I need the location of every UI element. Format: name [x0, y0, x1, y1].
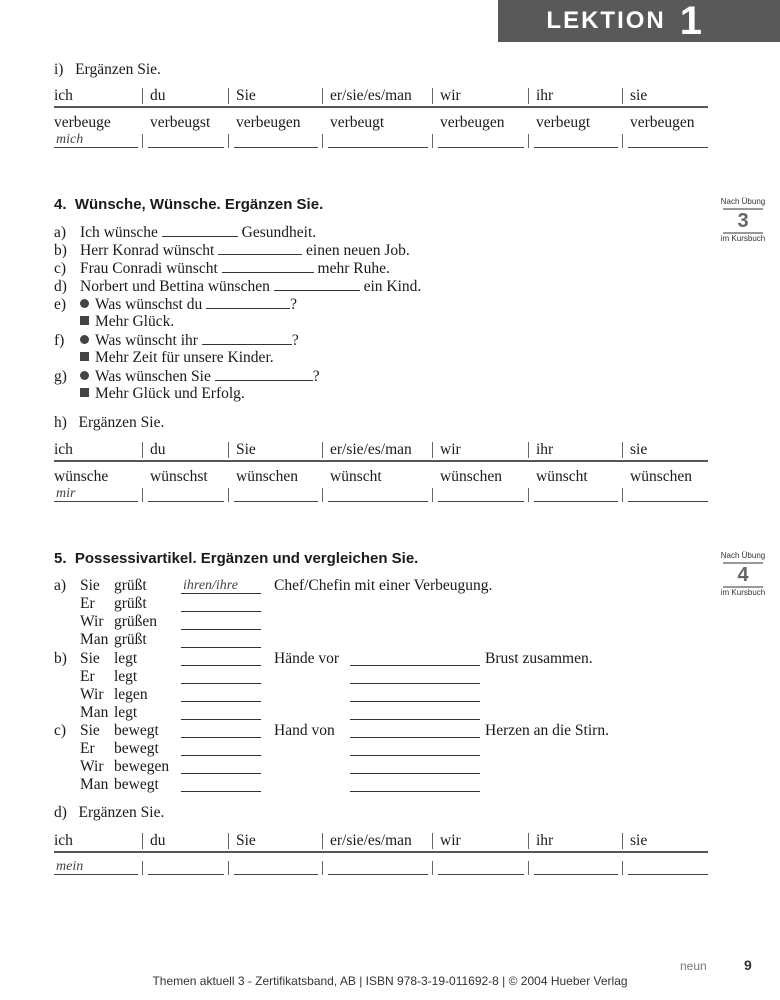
handwritten-answer: mich — [56, 132, 84, 147]
margin-note-ex5 — [717, 551, 769, 597]
ex4-dialog-g-answer: Mehr Glück und Erfolg. — [80, 385, 245, 403]
answer-blank[interactable] — [181, 611, 261, 612]
ex4-dialog-f-answer: Mehr Zeit für unsere Kinder. — [80, 349, 274, 367]
answer-blank[interactable] — [181, 593, 261, 594]
table-form-cell: wünschst — [150, 468, 208, 485]
ex4-dialog-e-answer: Mehr Glück. — [80, 313, 174, 331]
lektion-number: 1 — [679, 0, 702, 43]
ex5-b-label: b) — [54, 650, 67, 667]
table-form-cell: wünscht — [536, 468, 588, 485]
exercise-5-heading — [54, 550, 418, 568]
table-header-cell: ich — [54, 832, 73, 849]
answer-blank[interactable] — [350, 791, 480, 792]
answer-blank[interactable] — [162, 223, 238, 237]
answer-blank[interactable] — [350, 755, 480, 756]
table-header-cell: wir — [440, 832, 461, 849]
verb: legt — [114, 650, 138, 667]
square-bullet-icon — [80, 352, 89, 361]
verb: legt — [114, 668, 138, 685]
answer-blank[interactable] — [350, 665, 480, 666]
ex4-item-d: d) Norbert und Bettina wünschen ein Kind. — [54, 278, 422, 295]
pronoun: Sie — [80, 650, 100, 667]
table-header-cell: ihr — [536, 87, 554, 104]
handwritten-answer: mir — [56, 486, 76, 501]
verb: bewegt — [114, 740, 159, 757]
answer-blank[interactable] — [328, 874, 428, 875]
verb: legen — [114, 686, 148, 703]
conjugation-table-i — [54, 86, 708, 146]
table-header-cell: er/sie/es/man — [330, 87, 412, 104]
table-form-cell: verbeugen — [440, 114, 505, 131]
ex4-item-c: c) Frau Conradi wünscht mehr Ruhe. — [54, 260, 390, 277]
margin-note-top: Nach Übung — [720, 551, 766, 560]
answer-blank[interactable] — [54, 147, 138, 148]
pronoun: Man — [80, 704, 109, 721]
answer-blank[interactable] — [215, 367, 313, 381]
table-header-cell: Sie — [236, 441, 256, 458]
ex5-c-label: c) — [54, 722, 67, 739]
verb: bewegen — [114, 758, 170, 775]
table-form-cell: verbeuge — [54, 114, 111, 131]
margin-note-ex4 — [717, 197, 769, 243]
table-header-cell: er/sie/es/man — [330, 832, 412, 849]
table-header-cell: ihr — [536, 441, 554, 458]
footer-credit: Themen aktuell 3 - Zertifikatsband, AB | ISBN 978-3-19-011692-8 | © 2004 Hueber Verlag — [152, 974, 628, 988]
part-d-label: d) — [54, 804, 67, 821]
verb: bewegt — [114, 722, 159, 739]
answer-blank[interactable] — [350, 683, 480, 684]
table-form-cell: wünschen — [630, 468, 692, 485]
answer-blank[interactable] — [328, 501, 428, 502]
lektion-word: LEKTION — [546, 7, 666, 34]
answer-blank[interactable] — [181, 773, 261, 774]
exercise-4-number: 4. — [54, 196, 67, 213]
table-header-cell: Sie — [236, 87, 256, 104]
square-bullet-icon — [80, 388, 89, 397]
answer-blank[interactable] — [328, 147, 428, 148]
answer-blank[interactable] — [274, 277, 360, 291]
square-bullet-icon — [80, 316, 89, 325]
answer-blank[interactable] — [234, 501, 318, 502]
table-header-cell: du — [150, 832, 166, 849]
table-header-cell: wir — [440, 441, 461, 458]
answer-blank[interactable] — [234, 874, 318, 875]
table-header-cell: sie — [630, 441, 648, 458]
pronoun: Man — [80, 631, 109, 648]
answer-blank[interactable] — [181, 791, 261, 792]
answer-blank[interactable] — [222, 259, 314, 273]
table-form-cell: verbeugen — [236, 114, 301, 131]
answer-blank[interactable] — [438, 501, 524, 502]
table-form-cell: wünschen — [236, 468, 298, 485]
answer-blank[interactable] — [181, 647, 261, 648]
answer-blank[interactable] — [54, 501, 138, 502]
answer-blank[interactable] — [534, 874, 618, 875]
part-h-instruction: Ergänzen Sie. — [78, 414, 165, 431]
answer-blank[interactable] — [181, 737, 261, 738]
ex5-a-label: a) — [54, 577, 67, 594]
answer-blank[interactable] — [54, 874, 138, 875]
page-word: neun — [680, 959, 707, 973]
exercise-4-heading — [54, 196, 323, 214]
answer-blank[interactable] — [181, 665, 261, 666]
answer-blank[interactable] — [148, 501, 224, 502]
part-h-label: h) — [54, 414, 67, 431]
margin-note-bottom: im Kursbuch — [720, 234, 766, 243]
answer-blank[interactable] — [350, 719, 480, 720]
answer-blank[interactable] — [628, 147, 708, 148]
table-header-cell: ihr — [536, 832, 554, 849]
part-i-label: i) — [54, 61, 64, 78]
circle-bullet-icon — [80, 299, 89, 308]
table-header-cell: Sie — [236, 832, 256, 849]
verb: legt — [114, 704, 138, 721]
pronoun: Man — [80, 776, 109, 793]
pronoun: Er — [80, 668, 95, 685]
margin-note-top: Nach Übung — [720, 197, 766, 206]
part-h-instruction-line — [54, 414, 164, 432]
part-i-instruction: Ergänzen Sie. — [75, 61, 161, 78]
ex5-c-rest: Herzen an die Stirn. — [485, 722, 609, 739]
pronoun: Wir — [80, 613, 104, 630]
margin-note-bottom: im Kursbuch — [720, 588, 766, 597]
margin-note-number: 3 — [737, 210, 749, 232]
verb: grüßt — [114, 577, 147, 594]
circle-bullet-icon — [80, 371, 89, 380]
margin-note-number: 4 — [737, 564, 749, 586]
answer-blank[interactable] — [350, 701, 480, 702]
table-form-cell: verbeugt — [330, 114, 385, 131]
exercise-5-title: Possessivartikel. Ergänzen und vergleichen Sie. — [74, 550, 419, 567]
answer-blank[interactable] — [534, 147, 618, 148]
exercise-4-title: Wünsche, Wünsche. Ergänzen Sie. — [74, 196, 324, 213]
answer-blank[interactable] — [181, 719, 261, 720]
conjugation-table-h — [54, 440, 708, 500]
ex5-a-rest: Chef/Chefin mit einer Verbeugung. — [274, 577, 493, 594]
ex4-dialog-e-question: e) Was wünschst du ? — [54, 296, 298, 313]
verb: grüßen — [114, 613, 158, 630]
answer-blank[interactable] — [202, 331, 292, 345]
table-header-cell: du — [150, 87, 166, 104]
answer-blank[interactable] — [181, 755, 261, 756]
table-form-cell: verbeugt — [536, 114, 591, 131]
lektion-header — [498, 0, 780, 42]
page-number: 9 — [744, 957, 752, 973]
verb: bewegt — [114, 776, 159, 793]
ex5-b-rest: Brust zusammen. — [485, 650, 593, 667]
part-i-instruction-line — [54, 61, 161, 79]
answer-blank[interactable] — [206, 295, 290, 309]
pronoun: Wir — [80, 686, 104, 703]
part-d-instruction-line — [54, 804, 164, 822]
table-form-cell: wünschen — [440, 468, 502, 485]
verb: grüßt — [114, 631, 147, 648]
handwritten-answer: ihren/ihre — [183, 578, 238, 593]
circle-bullet-icon — [80, 335, 89, 344]
table-form-cell: wünscht — [330, 468, 382, 485]
answer-blank[interactable] — [218, 241, 302, 255]
pronoun: Sie — [80, 722, 100, 739]
answer-blank[interactable] — [234, 147, 318, 148]
ex4-dialog-g-question: g) Was wünschen Sie ? — [54, 368, 320, 385]
ex4-item-a: a) Ich wünsche Gesundheit. — [54, 224, 317, 241]
answer-blank[interactable] — [628, 501, 708, 502]
answer-blank[interactable] — [534, 501, 618, 502]
verb: grüßt — [114, 595, 147, 612]
table-header-cell: sie — [630, 87, 648, 104]
handwritten-answer: mein — [56, 859, 84, 874]
ex4-item-b: b) Herr Konrad wünscht einen neuen Job. — [54, 242, 410, 259]
table-header-cell: sie — [630, 832, 648, 849]
answer-blank[interactable] — [181, 683, 261, 684]
answer-blank[interactable] — [438, 147, 524, 148]
pronoun: Er — [80, 595, 95, 612]
conjugation-table-d — [54, 831, 708, 881]
answer-blank[interactable] — [628, 874, 708, 875]
table-form-cell: verbeugst — [150, 114, 211, 131]
pronoun: Sie — [80, 577, 100, 594]
table-header-cell: du — [150, 441, 166, 458]
table-header-cell: wir — [440, 87, 461, 104]
ex5-b-middle: Hände vor — [274, 650, 339, 667]
answer-blank[interactable] — [148, 147, 224, 148]
answer-blank[interactable] — [438, 874, 524, 875]
table-form-cell: verbeugen — [630, 114, 695, 131]
answer-blank[interactable] — [181, 701, 261, 702]
table-header-cell: ich — [54, 441, 73, 458]
answer-blank[interactable] — [148, 874, 224, 875]
table-form-cell: wünsche — [54, 468, 109, 485]
answer-blank[interactable] — [350, 773, 480, 774]
part-d-instruction: Ergänzen Sie. — [78, 804, 165, 821]
pronoun: Wir — [80, 758, 104, 775]
answer-blank[interactable] — [350, 737, 480, 738]
exercise-5-number: 5. — [54, 550, 67, 567]
ex4-dialog-f-question: f) Was wünscht ihr ? — [54, 332, 299, 349]
pronoun: Er — [80, 740, 95, 757]
ex5-c-middle: Hand von — [274, 722, 335, 739]
table-header-cell: ich — [54, 87, 73, 104]
answer-blank[interactable] — [181, 629, 261, 630]
table-header-cell: er/sie/es/man — [330, 441, 412, 458]
